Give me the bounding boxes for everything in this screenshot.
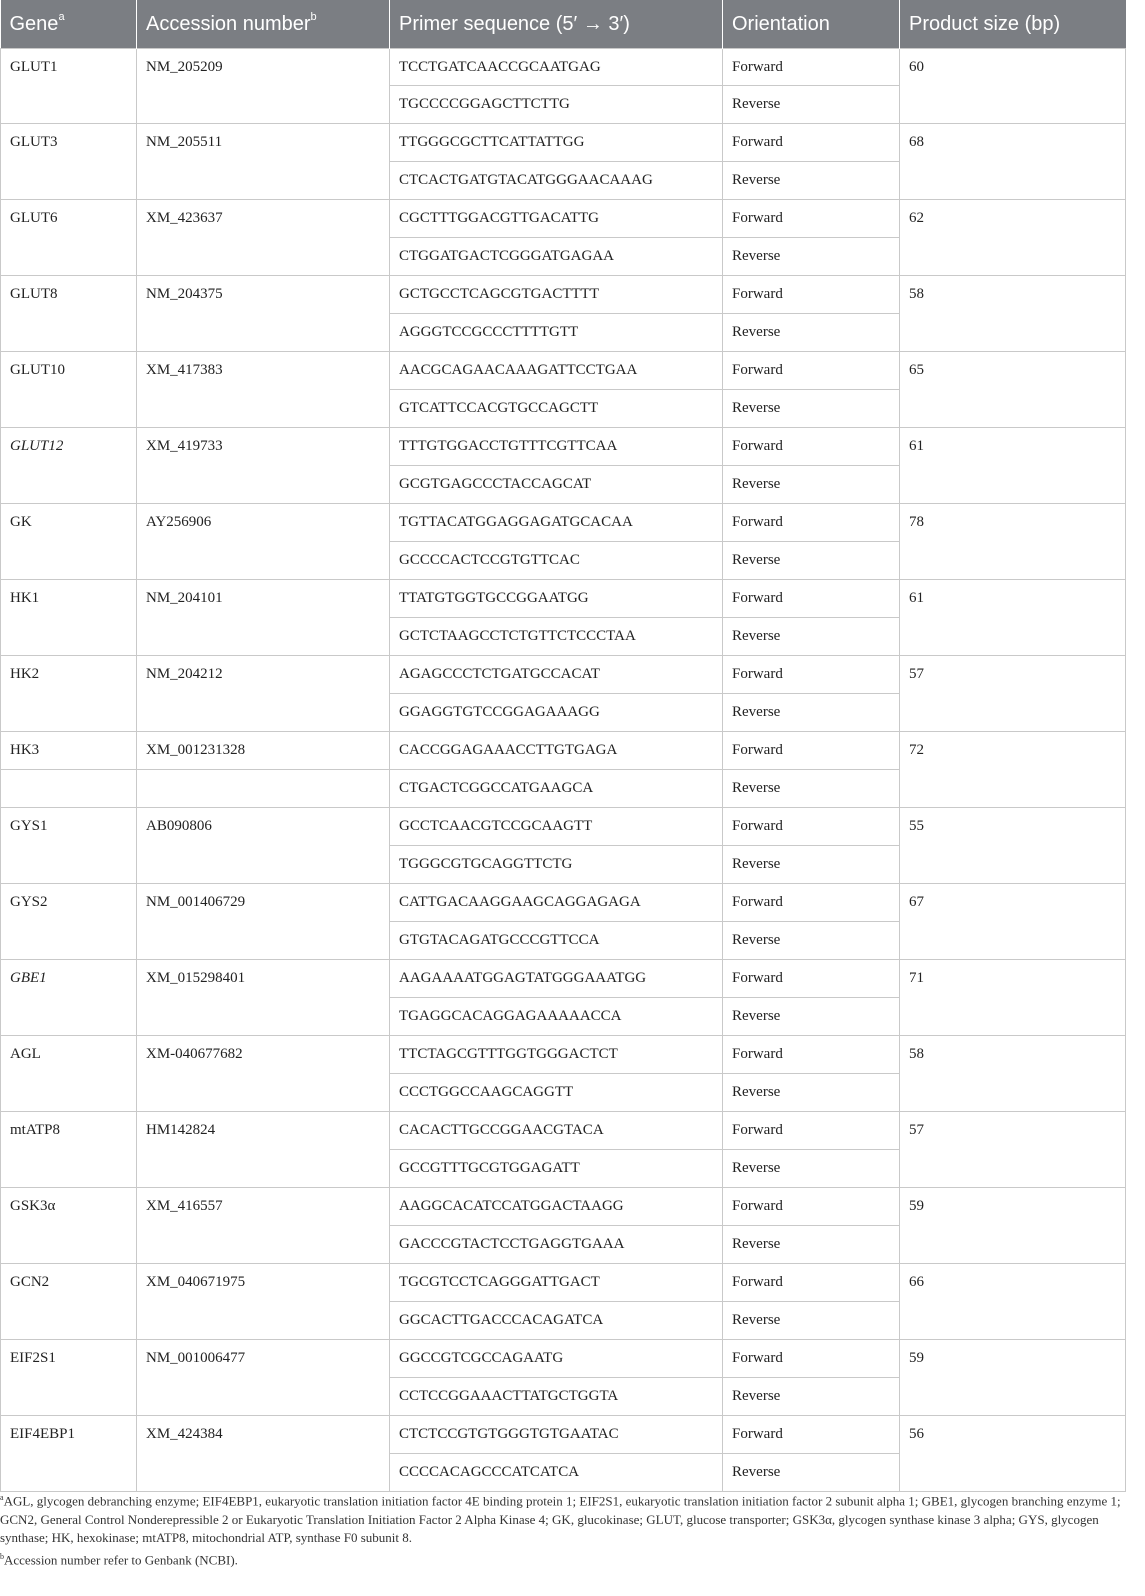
product-size-cell: 61 <box>900 580 1126 656</box>
orientation-cell: Reverse <box>723 770 900 808</box>
accession-cell: NM_205511 <box>137 124 390 200</box>
product-size-cell: 78 <box>900 504 1126 580</box>
orientation-cell: Reverse <box>723 618 900 656</box>
orientation-cell: Forward <box>723 656 900 694</box>
orientation-cell: Reverse <box>723 86 900 124</box>
primer-forward-cell: TTTGTGGACCTGTTTCGTTCAA <box>390 428 723 466</box>
footnote-marker-a: a <box>58 10 65 23</box>
gene-cell: HK2 <box>1 656 137 732</box>
footnote-b: $^b$Accession number refer to Genbank (NCBI). <box>0 1551 238 1568</box>
primer-reverse-cell: TGCCCCGGAGCTTCTTG <box>390 86 723 124</box>
gene-cell: HK3 <box>1 732 137 770</box>
accession-cell: XM_015298401 <box>137 960 390 1036</box>
product-size-cell: 59 <box>900 1188 1126 1264</box>
gene-cell: mtATP8 <box>1 1112 137 1188</box>
product-size-cell: 55 <box>900 808 1126 884</box>
accession-cell: NM_205209 <box>137 49 390 124</box>
orientation-cell: Reverse <box>723 542 900 580</box>
table-row <box>1 732 1126 770</box>
orientation-cell: Reverse <box>723 162 900 200</box>
accession-cell: NM_001006477 <box>137 1340 390 1416</box>
table-row <box>1 1036 1126 1074</box>
orientation-cell: Forward <box>723 1264 900 1302</box>
gene-cell: HK1 <box>1 580 137 656</box>
primer-reverse-cell: GTGTACAGATGCCCGTTCCA <box>390 922 723 960</box>
gene-cell: GLUT12 <box>1 428 137 504</box>
orientation-cell: Reverse <box>723 238 900 276</box>
table-row <box>1 352 1126 390</box>
table-row <box>1 49 1126 86</box>
primer-forward-cell: TTATGTGGTGCCGGAATGG <box>390 580 723 618</box>
primer-reverse-cell: GCCCCACTCCGTGTTCAC <box>390 542 723 580</box>
orientation-cell: Reverse <box>723 390 900 428</box>
orientation-cell: Reverse <box>723 998 900 1036</box>
accession-cell: AY256906 <box>137 504 390 580</box>
gene-cell: AGL <box>1 1036 137 1112</box>
accession-cell: XM-040677682 <box>137 1036 390 1112</box>
orientation-cell: Reverse <box>723 922 900 960</box>
primer-forward-cell: CACACTTGCCGGAACGTACA <box>390 1112 723 1150</box>
accession-cell: NM_204375 <box>137 276 390 352</box>
table-row <box>1 276 1126 314</box>
primer-reverse-cell: AGGGTCCGCCCTTTTGTT <box>390 314 723 352</box>
accession-cell: XM_040671975 <box>137 1264 390 1340</box>
orientation-cell: Reverse <box>723 466 900 504</box>
primer-reverse-cell: TGGGCGTGCAGGTTCTG <box>390 846 723 884</box>
gene-cell: GLUT6 <box>1 200 137 276</box>
gene-cell: GK <box>1 504 137 580</box>
table-row <box>1 504 1126 542</box>
primer-reverse-cell: GTCATTCCACGTGCCAGCTT <box>390 390 723 428</box>
primer-forward-cell: AAGAAAATGGAGTATGGGAAATGG <box>390 960 723 998</box>
accession-cell: AB090806 <box>137 808 390 884</box>
accession-cell: XM_419733 <box>137 428 390 504</box>
footnote-a: $^a$AGL, glycogen debranching enzyme; EIF4EBP1, eukaryotic translation initiation factor 4E binding protein 1; EIF2S1, eukaryotic translation initiation factor 2 subunit alpha 1; GBE1, glycogen branching enzyme 1; GCN2, General Control Nonderepressible 2 or Eukaryotic Translation Initiation Factor 2 Alpha Kinase 4; GK, glucokinase; GLUT, glucose transporter; GSK3α, glycogen synthase kinase 3 alpha; GYS, glycogen synthase; HK, hexokinase; mtATP8, mitochondrial ATP, synthase F0 subunit 8. <box>0 1493 1121 1546</box>
orientation-cell: Forward <box>723 428 900 466</box>
primer-reverse-cell: GCGTGAGCCCTACCAGCAT <box>390 466 723 504</box>
gene-cell: EIF2S1 <box>1 1340 137 1416</box>
product-size-cell: 62 <box>900 200 1126 276</box>
product-size-cell: 68 <box>900 124 1126 200</box>
primer-forward-cell: TGTTACATGGAGGAGATGCACAA <box>390 504 723 542</box>
primer-forward-cell: AGAGCCCTCTGATGCCACAT <box>390 656 723 694</box>
product-size-cell: 60 <box>900 49 1126 124</box>
header-accession: Accession number$^b$ <box>137 0 390 49</box>
primer-reverse-cell: CTCACTGATGTACATGGGAACAAAG <box>390 162 723 200</box>
orientation-cell: Forward <box>723 884 900 922</box>
orientation-cell: Forward <box>723 960 900 998</box>
accession-cell: NM_204101 <box>137 580 390 656</box>
orientation-cell: Forward <box>723 352 900 390</box>
gene-cell: GBE1 <box>1 960 137 1036</box>
table-footnotes <box>0 1489 1125 1570</box>
header-primer-sequence: Primer sequence (5′ → 3′) <box>390 0 723 49</box>
table-row <box>1 200 1126 238</box>
table-row <box>1 656 1126 694</box>
primer-reverse-cell: GCCGTTTGCGTGGAGATT <box>390 1150 723 1188</box>
table-row <box>1 1112 1126 1150</box>
gene-cell: GCN2 <box>1 1264 137 1340</box>
orientation-cell: Reverse <box>723 1074 900 1112</box>
product-size-cell: 59 <box>900 1340 1126 1416</box>
primer-forward-cell: AACGCAGAACAAAGATTCCTGAA <box>390 352 723 390</box>
accession-cell-empty <box>137 770 390 808</box>
table-row <box>1 1264 1126 1302</box>
gene-cell: GYS2 <box>1 884 137 960</box>
orientation-cell: Forward <box>723 1112 900 1150</box>
product-size-cell: 72 <box>900 732 1126 808</box>
accession-cell: XM_001231328 <box>137 732 390 770</box>
orientation-cell: Reverse <box>723 1378 900 1416</box>
table-row <box>1 1188 1126 1226</box>
product-size-cell: 57 <box>900 1112 1126 1188</box>
gene-cell: GLUT1 <box>1 49 137 124</box>
primer-forward-cell: GCCTCAACGTCCGCAAGTT <box>390 808 723 846</box>
primer-reverse-cell: GGCACTTGACCCACAGATCA <box>390 1302 723 1340</box>
primer-reverse-cell: GCTCTAAGCCTCTGTTCTCCCTAA <box>390 618 723 656</box>
orientation-cell: Forward <box>723 200 900 238</box>
table-row <box>1 960 1126 998</box>
gene-cell-empty <box>1 770 137 808</box>
header-gene: Gene$^a$ <box>1 0 137 49</box>
orientation-cell: Forward <box>723 504 900 542</box>
primer-reverse-cell: CCTCCGGAAACTTATGCTGGTA <box>390 1378 723 1416</box>
orientation-cell: Forward <box>723 808 900 846</box>
primer-reverse-cell: CTGACTCGGCCATGAAGCA <box>390 770 723 808</box>
orientation-cell: Forward <box>723 1340 900 1378</box>
primer-reverse-cell: GGAGGTGTCCGGAGAAAGG <box>390 694 723 732</box>
table-row <box>1 124 1126 162</box>
accession-cell: XM_417383 <box>137 352 390 428</box>
orientation-cell: Forward <box>723 49 900 86</box>
primer-reverse-cell: CCCCACAGCCCATCATCA <box>390 1454 723 1492</box>
product-size-cell: 58 <box>900 276 1126 352</box>
product-size-cell: 61 <box>900 428 1126 504</box>
orientation-cell: Forward <box>723 732 900 770</box>
orientation-cell: Reverse <box>723 1454 900 1492</box>
orientation-cell: Reverse <box>723 1302 900 1340</box>
orientation-cell: Reverse <box>723 694 900 732</box>
accession-cell: XM_424384 <box>137 1416 390 1492</box>
gene-cell: EIF4EBP1 <box>1 1416 137 1492</box>
primer-forward-cell: GCTGCCTCAGCGTGACTTTT <box>390 276 723 314</box>
primer-reverse-cell: CCCTGGCCAAGCAGGTT <box>390 1074 723 1112</box>
orientation-cell: Reverse <box>723 846 900 884</box>
primer-reverse-cell: GACCCGTACTCCTGAGGTGAAA <box>390 1226 723 1264</box>
footnote-marker-b: b <box>310 10 317 23</box>
orientation-cell: Reverse <box>723 1150 900 1188</box>
table-row <box>1 580 1126 618</box>
orientation-cell: Forward <box>723 1036 900 1074</box>
orientation-cell: Forward <box>723 580 900 618</box>
primer-forward-cell: TGCGTCCTCAGGGATTGACT <box>390 1264 723 1302</box>
product-size-cell: 67 <box>900 884 1126 960</box>
header-row <box>1 0 1126 49</box>
accession-cell: NM_204212 <box>137 656 390 732</box>
orientation-cell: Reverse <box>723 314 900 352</box>
gene-cell: GLUT3 <box>1 124 137 200</box>
product-size-cell: 57 <box>900 656 1126 732</box>
table-row <box>1 1416 1126 1454</box>
primer-forward-cell: GGCCGTCGCCAGAATG <box>390 1340 723 1378</box>
primer-forward-cell: AAGGCACATCCATGGACTAAGG <box>390 1188 723 1226</box>
accession-cell: XM_423637 <box>137 200 390 276</box>
table-row <box>1 428 1126 466</box>
gene-cell: GSK3α <box>1 1188 137 1264</box>
table-row <box>1 884 1126 922</box>
product-size-cell: 71 <box>900 960 1126 1036</box>
product-size-cell: 66 <box>900 1264 1126 1340</box>
primer-forward-cell: TCCTGATCAACCGCAATGAG <box>390 49 723 86</box>
table-row <box>1 1340 1126 1378</box>
accession-cell: XM_416557 <box>137 1188 390 1264</box>
primer-reverse-cell: CTGGATGACTCGGGATGAGAA <box>390 238 723 276</box>
product-size-cell: 56 <box>900 1416 1126 1492</box>
gene-cell: GLUT10 <box>1 352 137 428</box>
gene-cell: GLUT8 <box>1 276 137 352</box>
primer-forward-cell: CTCTCCGTGTGGGTGTGAATAC <box>390 1416 723 1454</box>
product-size-cell: 58 <box>900 1036 1126 1112</box>
header-orientation: Orientation <box>723 0 900 49</box>
primer-forward-cell: TTGGGCGCTTCATTATTGG <box>390 124 723 162</box>
orientation-cell: Reverse <box>723 1226 900 1264</box>
product-size-cell: 65 <box>900 352 1126 428</box>
accession-cell: HM142824 <box>137 1112 390 1188</box>
primer-forward-cell: CACCGGAGAAACCTTGTGAGA <box>390 732 723 770</box>
orientation-cell: Forward <box>723 276 900 314</box>
accession-cell: NM_001406729 <box>137 884 390 960</box>
gene-cell: GYS1 <box>1 808 137 884</box>
orientation-cell: Forward <box>723 1188 900 1226</box>
table-row <box>1 808 1126 846</box>
orientation-cell: Forward <box>723 1416 900 1454</box>
orientation-cell: Forward <box>723 124 900 162</box>
primer-reverse-cell: TGAGGCACAGGAGAAAAACCA <box>390 998 723 1036</box>
primer-forward-cell: TTCTAGCGTTTGGTGGGACTCT <box>390 1036 723 1074</box>
primer-forward-cell: CATTGACAAGGAAGCAGGAGAGA <box>390 884 723 922</box>
header-product-size: Product size (bp) <box>900 0 1126 49</box>
primer-forward-cell: CGCTTTGGACGTTGACATTG <box>390 200 723 238</box>
